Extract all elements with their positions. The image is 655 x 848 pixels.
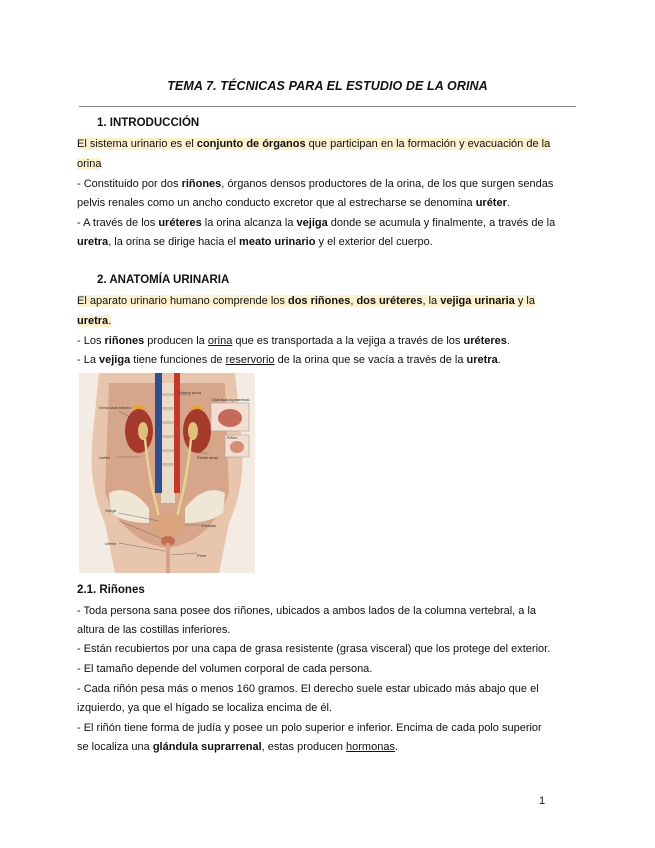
urinary-anatomy-drawing — [79, 373, 255, 573]
highlighted-text: uretra. — [77, 315, 112, 327]
paragraph-line: - Toda persona sana posee dos riñones, ubicados a ambos lados de la columna vertebral, a la — [77, 605, 537, 617]
paragraph-line: - Constituido por dos riñones, órganos densos productores de la orina, de los que surgen sendas — [77, 178, 554, 190]
paragraph-line: - La vejiga tiene funciones de reservorio de la orina que se vacía a través de la uretra. — [77, 354, 501, 366]
figure-label: Pene — [197, 553, 207, 558]
section-heading-introduccion: 1. INTRODUCCIÓN — [97, 117, 200, 129]
figure-label: Vena cava inferior — [99, 405, 132, 410]
paragraph-line: - Los riñones producen la orina que es transportada a la vejiga a través de los uréteres. — [77, 335, 510, 347]
figure-label: Riñón — [227, 435, 238, 440]
figure-label: Arteria aorta — [179, 390, 202, 395]
paragraph-line — [77, 157, 101, 171]
figure-label: Pelvis renal — [197, 455, 218, 460]
subsection-heading-rinones: 2.1. Riñones — [77, 584, 145, 596]
title-divider — [79, 106, 576, 107]
figure-label: Uréter — [99, 455, 111, 460]
paragraph-line: uretra, la orina se dirige hacia el meato urinario y el exterior del cuerpo. — [77, 236, 433, 248]
figure-label: Uretra — [105, 541, 117, 546]
paragraph-line — [77, 314, 111, 328]
paragraph-line: - Cada riñón pesa más o menos 160 gramos. El derecho suele estar ubicado más abajo que el — [77, 683, 539, 695]
highlighted-text: El sistema urinario es el conjunto de órganos que participan en la formación y evacuación de la — [77, 138, 551, 150]
figure-label: Glándula suprarrenal — [212, 397, 250, 402]
highlighted-text: orina — [77, 158, 102, 170]
paragraph-line: se localiza una glándula suprarrenal, estas producen hormonas. — [77, 741, 399, 753]
section-heading-anatomia: 2. ANATOMÍA URINARIA — [97, 274, 230, 286]
paragraph-line — [77, 137, 550, 151]
urinary-anatomy-illustration — [79, 373, 255, 573]
figure-label: Vejiga — [105, 508, 116, 513]
paragraph-line: altura de las costillas inferiores. — [77, 624, 231, 636]
paragraph-line: izquierdo, ya que el hígado se localiza encima de él. — [77, 702, 332, 714]
paragraph-line: - A través de los uréteres la orina alcanza la vejiga donde se acumula y finalmente, a través de la — [77, 217, 556, 229]
paragraph-line: - El tamaño depende del volumen corporal de cada persona. — [77, 663, 373, 675]
page-title: TEMA 7. TÉCNICAS PARA EL ESTUDIO DE LA ORINA — [167, 79, 488, 93]
paragraph-line: pelvis renales como un ancho conducto excretor que al estrecharse se denomina uréter. — [77, 197, 510, 209]
page-number: 1 — [539, 795, 546, 807]
figure-label: Próstata — [201, 523, 216, 528]
highlighted-text: El aparato urinario humano comprende los dos riñones, dos uréteres, la vejiga urinaria y la — [77, 295, 535, 307]
paragraph-line: - El riñón tiene forma de judía y posee un polo superior e inferior. Encima de cada polo superior — [77, 722, 542, 734]
paragraph-line: - Están recubiertos por una capa de grasa resistente (grasa visceral) que los protege del exterior. — [77, 643, 551, 655]
paragraph-line — [77, 294, 535, 308]
